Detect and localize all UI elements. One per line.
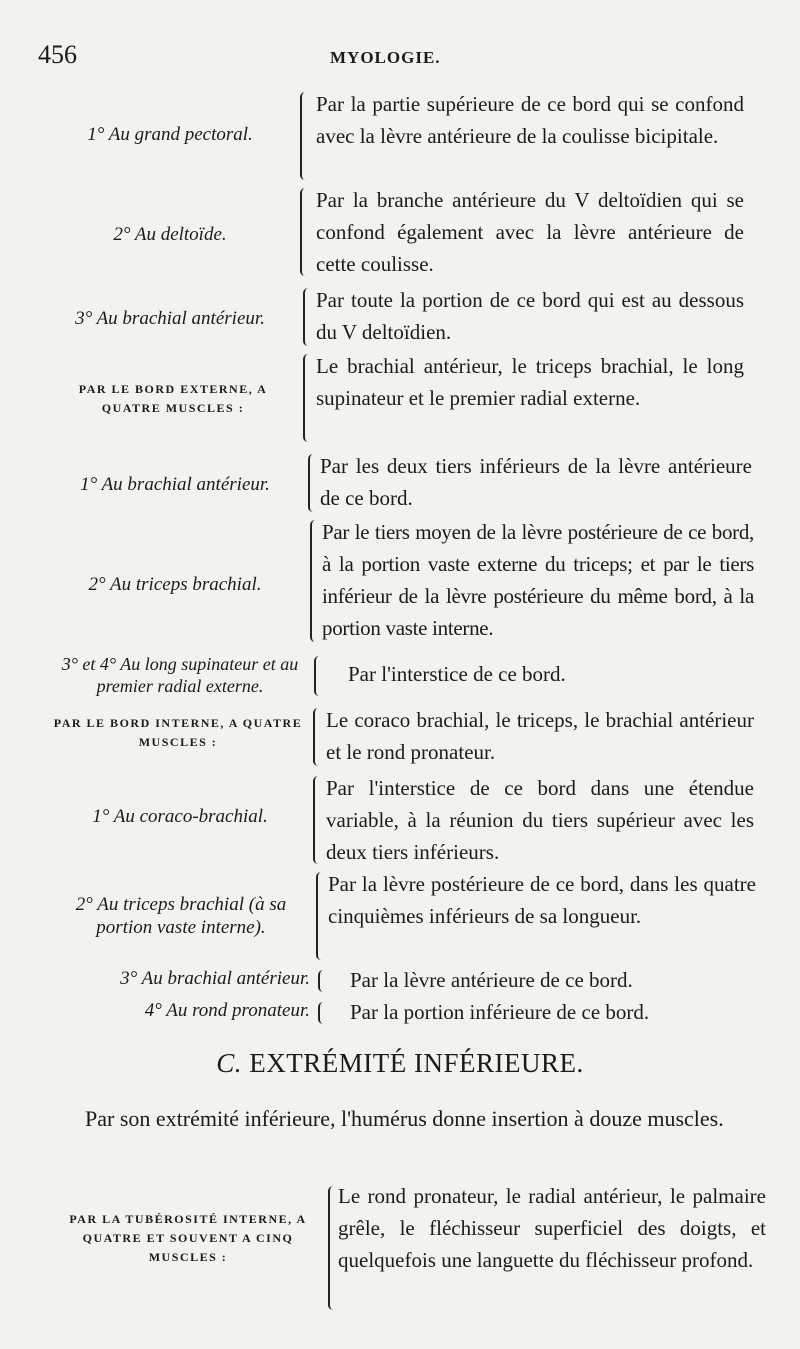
row-text: Par la lèvre postérieure de ce bord, dans les quatre cinquièmes inférieurs de sa longueur. <box>328 872 756 928</box>
row-label: 1° Au grand pectoral. <box>87 124 253 145</box>
insertion-row <box>0 284 800 350</box>
insertion-row <box>0 996 800 1030</box>
brace <box>313 708 323 766</box>
insertion-row <box>0 964 800 998</box>
group-label: PAR LA TUBÉROSITÉ INTERNE, A QUATRE ET SOUVENT A CINQ MUSCLES : <box>69 1212 307 1265</box>
row-text: Par la partie supérieure de ce bord qui se confond avec la lèvre antérieure de la coulisse bicipitale. <box>316 92 744 148</box>
row-label: 1° Au coraco-brachial. <box>92 806 268 827</box>
insertion-group-row <box>0 704 800 770</box>
row-text: Le brachial antérieur, le triceps brachial, le long supinateur et le premier radial externe. <box>316 354 744 410</box>
insertion-group-row <box>0 1180 800 1316</box>
row-text: Par l'interstice de ce bord dans une étendue variable, à la réunion du tiers supérieur avec les deux tiers inférieurs. <box>326 776 754 864</box>
brace <box>300 92 310 180</box>
brace <box>303 288 313 346</box>
row-text: Par la portion inférieure de ce bord. <box>350 1000 650 1024</box>
insertion-row <box>0 88 800 184</box>
section-letter: C. <box>216 1048 243 1078</box>
brace <box>310 520 320 642</box>
row-text: Le coraco brachial, le triceps, le brachial antérieur et le rond pronateur. <box>326 708 754 764</box>
body-paragraph: Par son extrémité inférieure, l'humérus donne insertion à douze muscles. <box>85 1106 724 1131</box>
row-label: 3° Au brachial antérieur. <box>120 968 310 989</box>
row-label: 4° Au rond pronateur. <box>144 1000 310 1021</box>
row-text: Par la branche antérieure du V deltoïdien qui se confond également avec la lèvre antérieure de cette coulisse. <box>316 188 744 276</box>
brace <box>314 656 324 696</box>
insertion-group-row <box>0 350 800 446</box>
row-label: 3° et 4° Au long supinateur et au premier radial externe. <box>61 654 299 696</box>
row-label: 2° Au deltoïde. <box>113 224 227 245</box>
row-label: 3° Au brachial antérieur. <box>75 308 265 329</box>
insertion-row <box>0 450 800 516</box>
row-label: 2° Au triceps brachial (à sa portion vaste interne). <box>75 894 287 938</box>
group-label: PAR LE BORD EXTERNE, A QUATRE MUSCLES : <box>78 382 268 416</box>
running-head: MYOLOGIE. <box>330 48 441 67</box>
row-text: Par l'interstice de ce bord. <box>348 662 566 686</box>
brace <box>300 188 310 276</box>
row-label: 2° Au triceps brachial. <box>88 574 262 595</box>
brace <box>328 1186 338 1310</box>
insertion-row <box>0 654 800 700</box>
page-number: 456 <box>38 40 77 69</box>
row-label: 1° Au brachial antérieur. <box>80 474 270 495</box>
brace <box>313 776 323 864</box>
insertion-row <box>0 772 800 868</box>
brace <box>303 354 313 442</box>
section-heading <box>0 1048 800 1079</box>
group-label: PAR LE BORD INTERNE, A QUATRE MUSCLES : <box>53 716 303 750</box>
insertion-row <box>0 516 800 646</box>
row-text: Par le tiers moyen de la lèvre postérieure de ce bord, à la portion vaste externe du triceps; et par le tiers inférieur de la lèvre postérieure du même bord, à la portion vaste interne. <box>322 520 754 640</box>
brace <box>308 454 318 512</box>
brace <box>318 970 328 992</box>
brace <box>316 872 326 960</box>
row-text: Par la lèvre antérieure de ce bord. <box>350 968 633 992</box>
row-text: Par toute la portion de ce bord qui est au dessous du V deltoïdien. <box>316 288 744 344</box>
row-text: Le rond pronateur, le radial antérieur, le palmaire grêle, le fléchisseur superficiel des doigts, et quelquefois une languette du fléchisseur profond. <box>338 1184 766 1272</box>
insertion-row <box>0 868 800 964</box>
row-text: Par les deux tiers inférieurs de la lèvre antérieure de ce bord. <box>320 454 752 510</box>
brace <box>318 1002 328 1024</box>
section-title: EXTRÉMITÉ INFÉRIEURE. <box>249 1048 584 1078</box>
insertion-row <box>0 184 800 280</box>
